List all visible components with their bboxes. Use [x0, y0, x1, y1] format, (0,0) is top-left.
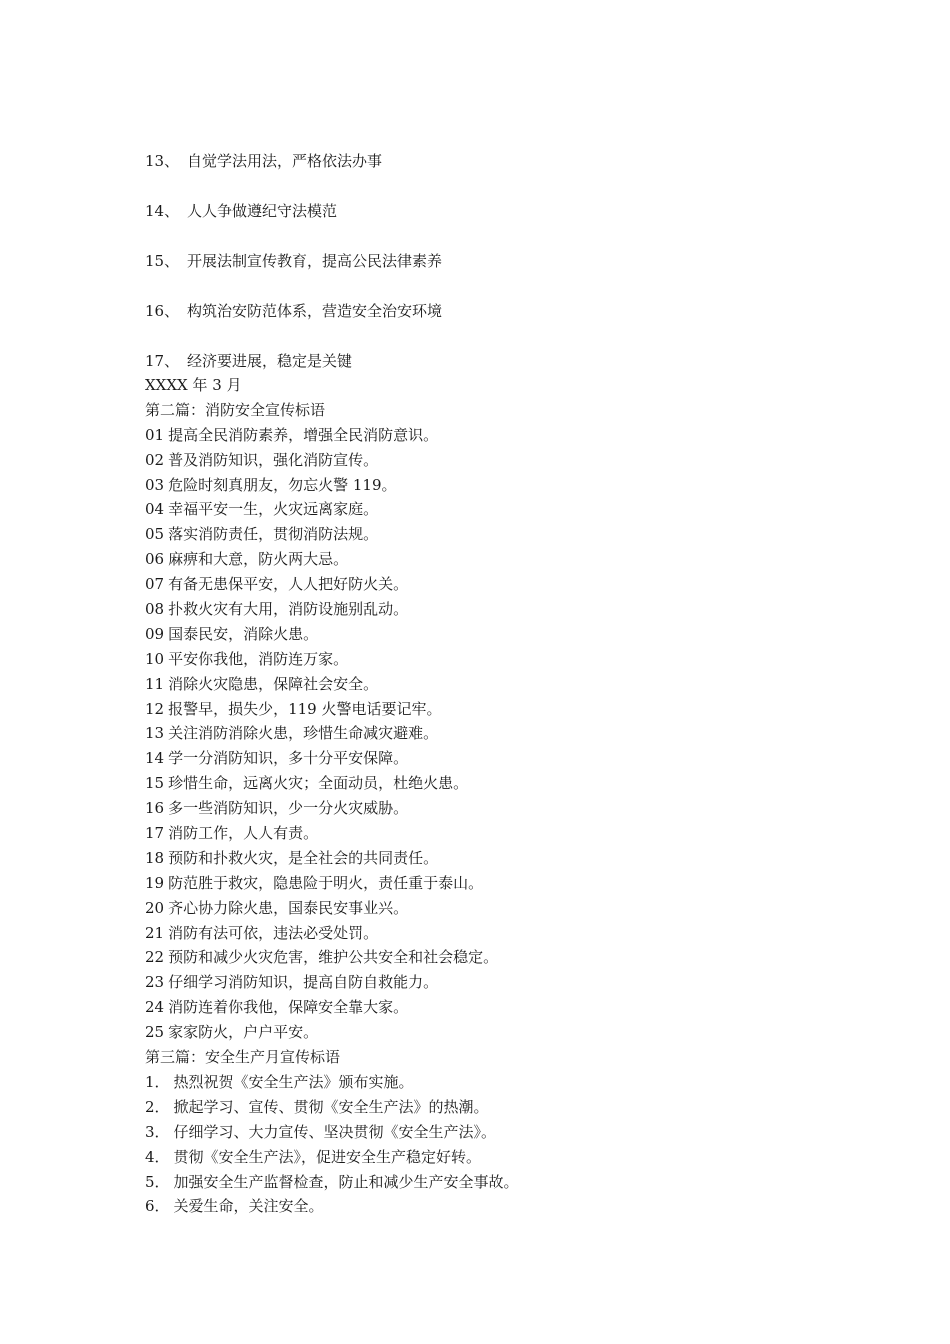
item-text: 提高全民消防素养，增强全民消防意识。: [168, 425, 439, 444]
item-text: 防范胜于救灾，隐患险于明火，责任重于泰山。: [168, 873, 484, 892]
list-item: [145, 1170, 865, 1195]
item-number: 22: [145, 948, 165, 967]
list-item: [145, 821, 865, 846]
item-number: 03: [145, 475, 165, 494]
item-number: 06: [145, 550, 165, 569]
item-text: 有备无患保平安，人人把好防火关。: [168, 575, 409, 594]
list-item: [145, 771, 865, 796]
item-number: 12: [145, 699, 165, 718]
list-item: [145, 721, 865, 746]
item-text: 学一分消防知识，多十分平安保障。: [168, 749, 409, 768]
document-body: [145, 373, 865, 1219]
list-item: [145, 647, 865, 672]
item-number: 07: [145, 575, 165, 594]
list-item: [145, 299, 845, 349]
item-text: 幸福平安一生，火灾远离家庭。: [168, 500, 379, 519]
item-text: 关注消防消除火患，珍惜生命减灾避难。: [168, 724, 439, 743]
item-number: 1．: [145, 1072, 170, 1091]
item-number: 2．: [145, 1097, 170, 1116]
production-safety-slogan-list: [145, 1070, 865, 1219]
item-number: 14、: [145, 202, 180, 220]
item-text: 关爱生命，关注安全。: [173, 1197, 324, 1216]
item-number: 6．: [145, 1197, 170, 1216]
list-item: [145, 1120, 865, 1145]
item-text: 人人争做遵纪守法模范: [187, 202, 338, 220]
list-item: [145, 572, 865, 597]
list-item: [145, 199, 845, 249]
list-item: [145, 522, 865, 547]
item-number: 14: [145, 749, 165, 768]
item-number: 16、: [145, 302, 180, 320]
item-number: 17、: [145, 352, 180, 370]
item-text: 麻痹和大意，防火两大忌。: [168, 550, 349, 569]
item-number: 23: [145, 973, 165, 992]
item-text: 珍惜生命，远离火灾；全面动员，杜绝火患。: [168, 774, 469, 793]
item-number: 05: [145, 525, 165, 544]
item-number: 17: [145, 824, 165, 843]
item-number: 21: [145, 923, 165, 942]
item-number: 25: [145, 1023, 165, 1042]
list-item: [145, 846, 865, 871]
item-number: 15: [145, 774, 165, 793]
item-number: 13: [145, 724, 165, 743]
item-number: 4．: [145, 1147, 170, 1166]
list-item: [145, 970, 865, 995]
list-item: [145, 149, 845, 199]
item-number: 16: [145, 799, 165, 818]
item-text: 消防有法可依，违法必受处罚。: [168, 923, 379, 942]
item-text: 热烈祝贺《安全生产法》颁布实施。: [173, 1072, 414, 1091]
list-item: [145, 597, 865, 622]
section-heading: 第三篇：安全生产月宣传标语: [145, 1048, 341, 1067]
list-item: [145, 349, 845, 375]
list-item: [145, 871, 865, 896]
list-item: [145, 995, 865, 1020]
fire-safety-slogan-list: [145, 423, 865, 1045]
item-number: 10: [145, 649, 165, 668]
item-number: 02: [145, 450, 165, 469]
item-text: 国泰民安，消除火患。: [168, 624, 319, 643]
item-number: 20: [145, 898, 165, 917]
item-text: 普及消防知识，强化消防宣传。: [168, 450, 379, 469]
list-item: [145, 697, 865, 722]
item-number: 11: [145, 674, 165, 693]
item-text: 落实消防责任，贯彻消防法规。: [168, 525, 379, 544]
item-text: 预防和扑救火灾，是全社会的共同责任。: [168, 848, 439, 867]
item-number: 04: [145, 500, 165, 519]
list-item: [145, 249, 845, 299]
item-number: 01: [145, 425, 165, 444]
list-item: [145, 1020, 865, 1045]
list-item: [145, 896, 865, 921]
item-text: 掀起学习、宣传、贯彻《安全生产法》的热潮。: [173, 1097, 489, 1116]
list-item: [145, 672, 865, 697]
item-text: 家家防火，户户平安。: [168, 1023, 319, 1042]
item-text: 加强安全生产监督检查，防止和减少生产安全事故。: [173, 1172, 519, 1191]
list-item: [145, 1095, 865, 1120]
item-number: 08: [145, 600, 165, 619]
list-item: [145, 622, 865, 647]
item-text: 消防连着你我他，保障安全靠大家。: [168, 998, 409, 1017]
item-text: 消除火灾隐患，保障社会安全。: [168, 674, 379, 693]
section-heading: 第二篇：消防安全宣传标语: [145, 400, 326, 419]
item-text: 平安你我他，消防连万家。: [168, 649, 349, 668]
item-text: 危险时刻真朋友，勿忘火警 119。: [168, 475, 397, 494]
item-number: 24: [145, 998, 165, 1017]
list-item: [145, 945, 865, 970]
item-number: 15、: [145, 252, 180, 270]
item-text: 开展法制宣传教育，提高公民法律素养: [187, 252, 443, 270]
item-text: 贯彻《安全生产法》，促进安全生产稳定好转。: [173, 1147, 482, 1166]
list-item: [145, 1194, 865, 1219]
list-item: [145, 746, 865, 771]
intro-list: [145, 149, 845, 375]
item-number: 3．: [145, 1122, 170, 1141]
item-text: 仔细学习消防知识，提高自防自救能力。: [168, 973, 439, 992]
item-text: 多一些消防知识，少一分火灾威胁。: [168, 799, 409, 818]
item-text: 报警早，损失少，119 火警电话要记牢。: [168, 699, 442, 718]
list-item: [145, 1070, 865, 1095]
item-text: 齐心协力除火患，国泰民安事业兴。: [168, 898, 409, 917]
item-text: 消防工作，人人有责。: [168, 824, 319, 843]
item-text: 扑救火灾有大用，消防设施别乱动。: [168, 600, 409, 619]
item-number: 18: [145, 848, 165, 867]
list-item: [145, 448, 865, 473]
item-number: 5．: [145, 1172, 170, 1191]
item-number: 09: [145, 624, 165, 643]
item-text: 自觉学法用法，严格依法办事: [187, 152, 383, 170]
item-text: 经济要进展，稳定是关键: [187, 352, 353, 370]
item-number: 19: [145, 873, 165, 892]
item-text: 构筑治安防范体系，营造安全治安环境: [187, 302, 443, 320]
list-item: [145, 1145, 865, 1170]
item-number: 13、: [145, 152, 180, 170]
item-text: 预防和减少火灾危害，维护公共安全和社会稳定。: [168, 948, 499, 967]
list-item: [145, 796, 865, 821]
item-text: 仔细学习、大力宣传、坚决贯彻《安全生产法》。: [173, 1122, 497, 1141]
list-item: [145, 497, 865, 522]
list-item: [145, 473, 865, 498]
list-item: [145, 423, 865, 448]
date-line: XXXX 年 3 月: [145, 376, 242, 394]
list-item: [145, 547, 865, 572]
list-item: [145, 921, 865, 946]
